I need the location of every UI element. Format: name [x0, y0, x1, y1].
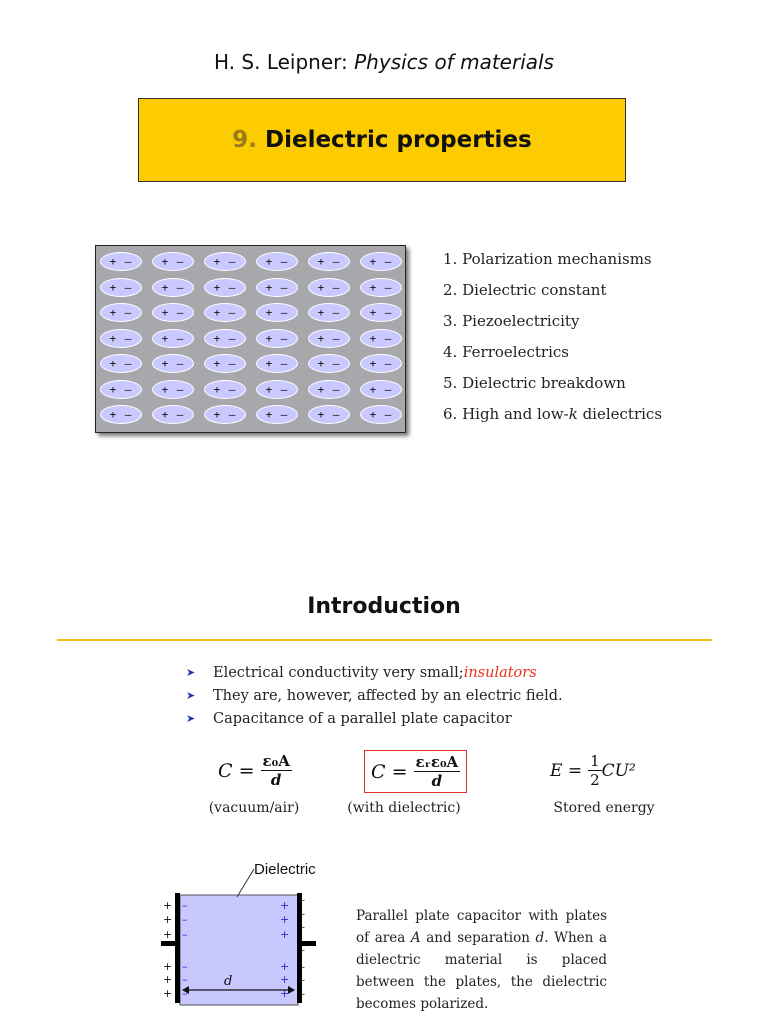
inner-plus-charge: + — [280, 960, 290, 973]
formula-denominator: d — [431, 772, 443, 790]
formula-numerator: 1 — [590, 752, 600, 770]
dipole: + – — [152, 329, 194, 348]
dielectric-pointer — [237, 869, 254, 897]
dielectric-label: Dielectric — [254, 861, 316, 878]
bullet-item — [186, 707, 563, 730]
dipole: + – — [256, 354, 298, 373]
outer-minus-charge: – — [300, 895, 305, 906]
dipole: + – — [100, 354, 142, 373]
inner-minus-charge: – — [182, 973, 188, 986]
dipole: + – — [256, 405, 298, 424]
dipole: + – — [204, 278, 246, 297]
topics-list — [443, 250, 662, 436]
inner-minus-charge: – — [182, 928, 188, 941]
dipole: + – — [100, 405, 142, 424]
formula-fraction — [261, 752, 292, 789]
dipole: + – — [308, 405, 350, 424]
bullet-text: They are, however, affected by an electric field. — [213, 687, 563, 704]
caption-energy: Stored energy — [553, 800, 655, 816]
left-plate — [175, 893, 180, 1003]
desc-var-a: A — [410, 930, 421, 946]
intro-bullets — [186, 661, 563, 730]
bullet-highlight: insulators — [463, 664, 537, 681]
formula-denominator: d — [270, 771, 282, 789]
dipole: + – — [308, 303, 350, 322]
bullet-text: Capacitance of a parallel plate capacitor — [213, 710, 512, 727]
dipole: + – — [100, 303, 142, 322]
outer-plus-charge: + — [163, 960, 173, 973]
outer-plus-charge: + — [163, 973, 173, 986]
dipole: + – — [152, 380, 194, 399]
dipole: + – — [360, 405, 402, 424]
dipole: + – — [152, 354, 194, 373]
bullet-text: Electrical conductivity very small; — [213, 664, 464, 681]
heading-divider — [57, 639, 712, 641]
dipole: + – — [256, 303, 298, 322]
topic-item: 3. Piezoelectricity — [443, 312, 580, 330]
outer-minus-charge: – — [300, 989, 305, 1000]
formula-fraction — [588, 752, 602, 789]
dipole: + – — [204, 354, 246, 373]
book-title: Physics of materials — [354, 50, 554, 74]
outer-minus-charge: – — [300, 975, 305, 986]
book-header — [0, 50, 768, 74]
dipole: + – — [256, 329, 298, 348]
formula-numerator: εᵣε₀A — [415, 753, 459, 771]
inner-minus-charge: – — [182, 899, 188, 912]
dipole: + – — [360, 303, 402, 322]
desc-text: Parallel plate capacitor with plates of area — [356, 908, 607, 946]
formula-fraction — [414, 753, 461, 790]
topic-item — [443, 405, 662, 436]
outer-plus-charge: + — [163, 899, 173, 912]
dipole: + – — [360, 329, 402, 348]
desc-text: . When a dielectric material is placed between the plates, the dielectric becomes polarized. — [356, 930, 607, 1012]
dipole-illustration — [95, 245, 406, 433]
topic-item: 2. Dielectric constant — [443, 281, 607, 299]
gap-label: d — [224, 974, 233, 989]
arrow-bullet-icon: ➤ — [186, 666, 196, 679]
outer-minus-charge: – — [300, 922, 305, 933]
chapter-title-box — [138, 98, 626, 182]
caption-vacuum: (vacuum/air) — [208, 800, 300, 816]
dipole: + – — [256, 278, 298, 297]
dipole: + – — [308, 329, 350, 348]
inner-plus-charge: + — [280, 987, 290, 1000]
capacitor-description — [356, 905, 607, 1015]
dipole: + – — [204, 329, 246, 348]
dipole: + – — [308, 380, 350, 399]
inner-plus-charge: + — [280, 973, 290, 986]
dipole: + – — [204, 252, 246, 271]
dipole: + – — [100, 278, 142, 297]
dipole: + – — [204, 405, 246, 424]
outer-minus-charge: – — [300, 909, 305, 920]
dipole: + – — [204, 380, 246, 399]
inner-minus-charge: – — [182, 960, 188, 973]
desc-var-d: d — [535, 930, 545, 946]
capacitor-diagram — [150, 855, 330, 1015]
topic-k: k — [568, 405, 578, 423]
introduction-heading: Introduction — [307, 594, 461, 619]
dipole: + – — [360, 252, 402, 271]
bullet-item — [186, 684, 563, 707]
topic-text-tail: dielectrics — [577, 405, 663, 423]
arrow-bullet-icon: ➤ — [186, 689, 196, 702]
dipole: + – — [152, 303, 194, 322]
formula-lhs: E = — [550, 760, 583, 781]
desc-text: and separation — [420, 930, 536, 946]
chapter-number: 9. — [232, 127, 257, 153]
topic-item: 1. Polarization mechanisms — [443, 250, 652, 268]
bullet-item — [186, 661, 563, 684]
arrow-bullet-icon: ➤ — [186, 712, 196, 725]
inner-minus-charge: – — [182, 987, 188, 1000]
dipole: + – — [256, 252, 298, 271]
topic-text: 6. High and low- — [443, 405, 569, 423]
dipole: + – — [360, 278, 402, 297]
formula-dielectric — [364, 750, 467, 793]
topic-item: 4. Ferroelectrics — [443, 343, 569, 361]
topic-item: 5. Dielectric breakdown — [443, 374, 626, 392]
formula-numerator: ε₀A — [262, 752, 290, 770]
dipole: + – — [152, 278, 194, 297]
chapter-title: Dielectric properties — [265, 127, 532, 153]
inner-plus-charge: + — [280, 928, 290, 941]
outer-minus-charge: – — [300, 962, 305, 973]
dipole: + – — [152, 252, 194, 271]
formula-rhs: CU² — [601, 760, 636, 781]
dipole: + – — [360, 354, 402, 373]
formula-energy — [550, 752, 636, 789]
dipole: + – — [256, 380, 298, 399]
outer-minus-charge: – — [300, 945, 305, 956]
dipole: + – — [308, 278, 350, 297]
dipole: + – — [308, 354, 350, 373]
dipole: + – — [308, 252, 350, 271]
outer-plus-charge: + — [163, 913, 173, 926]
dipole: + – — [360, 380, 402, 399]
formula-vacuum — [218, 752, 292, 789]
formula-denominator: 2 — [590, 771, 600, 789]
formula-lhs: C = — [218, 759, 255, 782]
dipole: + – — [204, 303, 246, 322]
inner-plus-charge: + — [280, 913, 290, 926]
formula-lhs: C = — [371, 760, 408, 783]
author-name: H. S. Leipner: — [214, 50, 355, 74]
outer-plus-charge: + — [163, 928, 173, 941]
inner-minus-charge: – — [182, 913, 188, 926]
caption-dielectric: (with dielectric) — [347, 800, 461, 816]
dipole: + – — [152, 405, 194, 424]
outer-plus-charge: + — [163, 987, 173, 1000]
inner-plus-charge: + — [280, 899, 290, 912]
dipole: + – — [100, 329, 142, 348]
dipole: + – — [100, 380, 142, 399]
dipole: + – — [100, 252, 142, 271]
left-terminal — [161, 941, 175, 946]
